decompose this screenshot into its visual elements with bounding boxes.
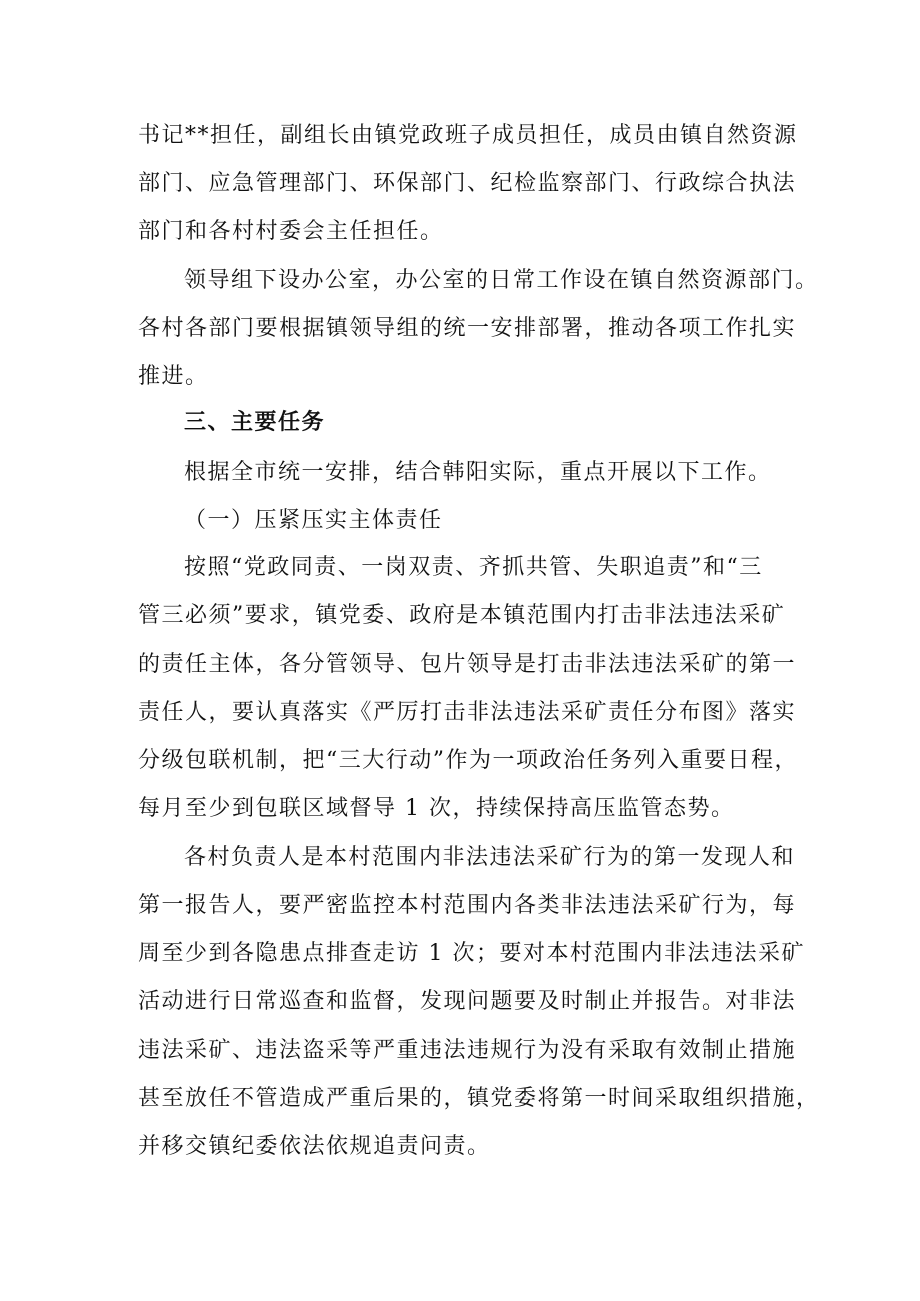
text-line: 管三必须”要求，镇党委、政府是本镇范围内打击非法违法采矿 bbox=[138, 603, 786, 628]
text-line: 违法采矿、违法盗采等严重违法违规行为没有采取有效制止措施 bbox=[138, 1038, 797, 1063]
text-line: 部门和各村村委会主任担任。 bbox=[138, 219, 444, 244]
text-line: 并移交镇纪委依法依规追责问责。 bbox=[138, 1134, 491, 1159]
subsection-heading: （一）压紧压实主体责任 bbox=[184, 508, 443, 533]
text-line: 甚至放任不管造成严重后果的，镇党委将第一时间采取组织措施， bbox=[138, 1086, 820, 1111]
text-line: 各村各部门要根据镇领导组的统一安排部署，推动各项工作扎实 bbox=[138, 316, 797, 341]
text-line: 分级包联机制，把“三大行动”作为一项政治任务列入重要日程， bbox=[138, 748, 798, 773]
text-line: 领导组下设办公室，办公室的日常工作设在镇自然资源部门。 bbox=[184, 268, 819, 293]
text-line: 第一报告人，要严密监控本村范围内各类非法违法采矿行为，每 bbox=[138, 893, 797, 918]
text-line: 每月至少到包联区域督导 1 次，持续保持高压监管态势。 bbox=[138, 796, 735, 821]
text-line: 推进。 bbox=[138, 364, 209, 389]
text-line: 书记**担任，副组长由镇党政班子成员担任，成员由镇自然资源 bbox=[138, 123, 798, 148]
text-line: 部门、应急管理部门、环保部门、纪检监察部门、行政综合执法 bbox=[138, 171, 797, 196]
text-line: 活动进行日常巡查和监督，发现问题要及时制止并报告。对非法 bbox=[138, 989, 797, 1014]
text-line: 周至少到各隐患点排查走访 1 次；要对本村范围内非法违法采矿 bbox=[138, 941, 805, 966]
text-line: 各村负责人是本村范围内非法违法采矿行为的第一发现人和 bbox=[184, 845, 796, 870]
text-line: 根据全市统一安排，结合韩阳实际，重点开展以下工作。 bbox=[184, 460, 772, 485]
text-line: 按照“党政同责、一岗双责、齐抓共管、失职追责”和“三 bbox=[184, 555, 763, 580]
section-heading: 三、主要任务 bbox=[184, 410, 326, 435]
text-line: 的责任主体，各分管领导、包片领导是打击非法违法采矿的第一 bbox=[138, 652, 797, 677]
text-line: 责任人，要认真落实《严厉打击非法违法采矿责任分布图》落实 bbox=[138, 700, 797, 725]
